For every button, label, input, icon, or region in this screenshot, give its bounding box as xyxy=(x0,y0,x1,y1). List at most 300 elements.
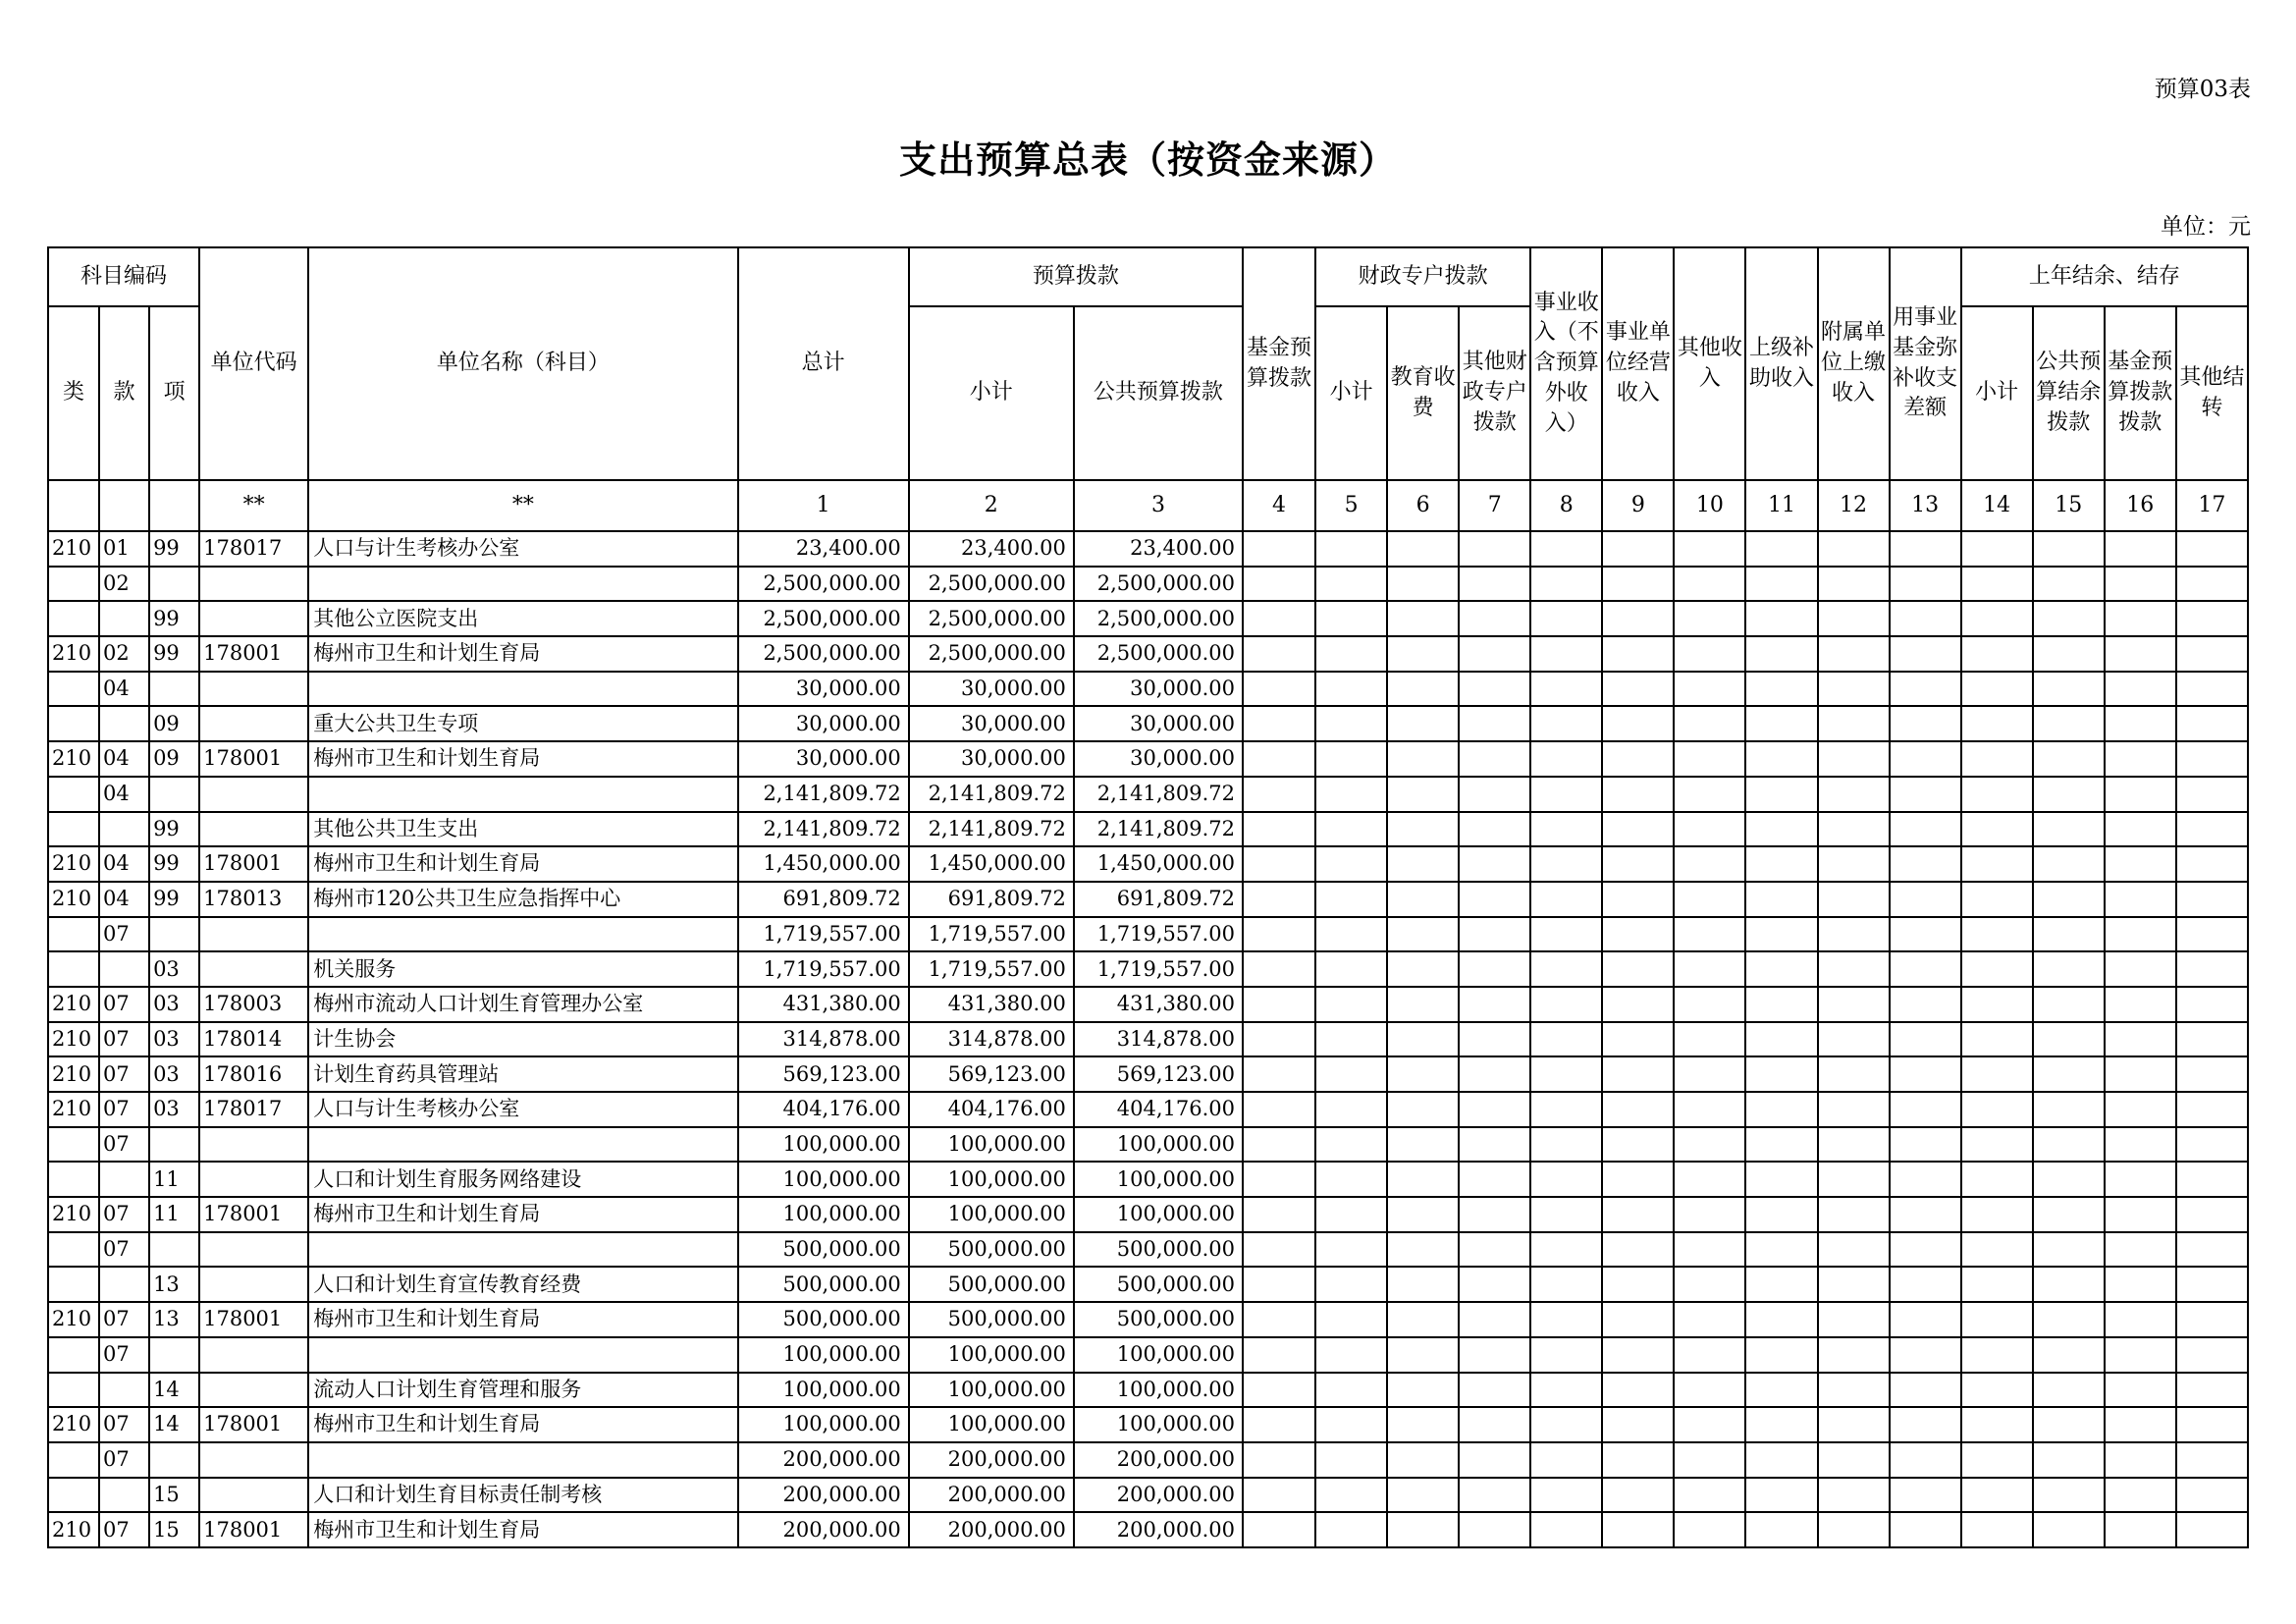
empty-cell xyxy=(1530,1232,1602,1268)
empty-cell xyxy=(2105,567,2176,602)
empty-cell xyxy=(1243,706,1315,741)
cell-subtotal: 569,123.00 xyxy=(909,1056,1074,1092)
empty-cell xyxy=(1315,672,1387,707)
empty-cell xyxy=(1890,1022,1961,1057)
table-row xyxy=(48,1302,2248,1337)
empty-cell xyxy=(1674,672,1745,707)
header-number-cell: 11 xyxy=(1745,480,1817,531)
empty-cell xyxy=(1387,987,1459,1022)
empty-cell xyxy=(2033,706,2105,741)
budget-table xyxy=(47,246,2249,1548)
empty-cell xyxy=(1387,1022,1459,1057)
cell-lei: 210 xyxy=(48,1197,99,1232)
cell-unit-name: 梅州市卫生和计划生育局 xyxy=(308,1407,737,1442)
empty-cell xyxy=(1818,1267,1890,1302)
empty-cell xyxy=(1961,846,2033,882)
empty-cell xyxy=(1818,1373,1890,1408)
cell-unit-name xyxy=(308,917,737,952)
empty-cell xyxy=(1745,1337,1817,1373)
empty-cell xyxy=(1459,812,1530,847)
empty-cell xyxy=(1961,917,2033,952)
empty-cell xyxy=(1387,777,1459,812)
header-number-cell: 16 xyxy=(2105,480,2176,531)
header-number-cell: 8 xyxy=(1530,480,1602,531)
cell-lei xyxy=(48,951,99,987)
empty-cell xyxy=(1315,951,1387,987)
cell-unit-code xyxy=(199,672,308,707)
empty-cell xyxy=(2105,601,2176,636)
empty-cell xyxy=(1530,1373,1602,1408)
header-fs-subtotal: 小计 xyxy=(1315,306,1387,480)
empty-cell xyxy=(2176,1267,2248,1302)
cell-public-budget: 200,000.00 xyxy=(1074,1478,1243,1513)
cell-total: 2,500,000.00 xyxy=(738,567,909,602)
empty-cell xyxy=(2105,777,2176,812)
cell-subtotal: 100,000.00 xyxy=(909,1373,1074,1408)
empty-cell xyxy=(1387,636,1459,672)
cell-kuan: 07 xyxy=(99,1127,149,1163)
cell-total: 500,000.00 xyxy=(738,1267,909,1302)
cell-kuan: 02 xyxy=(99,636,149,672)
empty-cell xyxy=(1243,1442,1315,1478)
cell-xiang xyxy=(149,1127,199,1163)
empty-cell xyxy=(1745,706,1817,741)
empty-cell xyxy=(1818,1232,1890,1268)
cell-subtotal: 200,000.00 xyxy=(909,1512,1074,1547)
empty-cell xyxy=(1818,882,1890,917)
empty-cell xyxy=(1602,1478,1674,1513)
empty-cell xyxy=(1387,601,1459,636)
cell-public-budget: 314,878.00 xyxy=(1074,1022,1243,1057)
cell-xiang xyxy=(149,1337,199,1373)
empty-cell xyxy=(2033,1478,2105,1513)
empty-cell xyxy=(1387,1197,1459,1232)
empty-cell xyxy=(1674,1302,1745,1337)
empty-cell xyxy=(1745,1442,1817,1478)
table-row xyxy=(48,636,2248,672)
cell-lei xyxy=(48,812,99,847)
empty-cell xyxy=(1530,1162,1602,1197)
cell-unit-name: 梅州市卫生和计划生育局 xyxy=(308,741,737,777)
header-lei: 类 xyxy=(48,306,99,480)
empty-cell xyxy=(1745,1162,1817,1197)
header-superior-subsidy: 上级补助收入 xyxy=(1745,247,1817,480)
cell-lei: 210 xyxy=(48,531,99,567)
header-subtotal: 小计 xyxy=(909,306,1074,480)
empty-cell xyxy=(1818,1197,1890,1232)
cell-public-budget: 431,380.00 xyxy=(1074,987,1243,1022)
table-row xyxy=(48,531,2248,567)
empty-cell xyxy=(1745,1056,1817,1092)
table-row xyxy=(48,777,2248,812)
cell-total: 100,000.00 xyxy=(738,1197,909,1232)
cell-kuan: 04 xyxy=(99,741,149,777)
cell-xiang: 03 xyxy=(149,1056,199,1092)
cell-xiang: 09 xyxy=(149,741,199,777)
empty-cell xyxy=(1602,951,1674,987)
empty-cell xyxy=(1602,846,1674,882)
empty-cell xyxy=(1459,601,1530,636)
empty-cell xyxy=(2176,672,2248,707)
empty-cell xyxy=(1818,1022,1890,1057)
empty-cell xyxy=(1243,882,1315,917)
cell-unit-name: 其他公立医院支出 xyxy=(308,601,737,636)
empty-cell xyxy=(2105,741,2176,777)
cell-public-budget: 100,000.00 xyxy=(1074,1162,1243,1197)
empty-cell xyxy=(1674,706,1745,741)
empty-cell xyxy=(1243,777,1315,812)
empty-cell xyxy=(2176,741,2248,777)
empty-cell xyxy=(1961,951,2033,987)
cell-lei xyxy=(48,1442,99,1478)
cell-public-budget: 569,123.00 xyxy=(1074,1056,1243,1092)
empty-cell xyxy=(1961,777,2033,812)
header-py-other: 其他结转 xyxy=(2176,306,2248,480)
cell-subtotal: 30,000.00 xyxy=(909,672,1074,707)
empty-cell xyxy=(1602,1302,1674,1337)
cell-lei: 210 xyxy=(48,1092,99,1127)
empty-cell xyxy=(1459,1127,1530,1163)
empty-cell xyxy=(2033,531,2105,567)
empty-cell xyxy=(1890,1197,1961,1232)
empty-cell xyxy=(1315,1478,1387,1513)
header-number-cell xyxy=(99,480,149,531)
cell-public-budget: 1,719,557.00 xyxy=(1074,917,1243,952)
cell-xiang xyxy=(149,1232,199,1268)
empty-cell xyxy=(1530,882,1602,917)
empty-cell xyxy=(1745,672,1817,707)
cell-total: 100,000.00 xyxy=(738,1373,909,1408)
cell-xiang: 13 xyxy=(149,1302,199,1337)
empty-cell xyxy=(2176,567,2248,602)
empty-cell xyxy=(1459,1232,1530,1268)
header-number-cell: 6 xyxy=(1387,480,1459,531)
cell-total: 500,000.00 xyxy=(738,1302,909,1337)
cell-total: 30,000.00 xyxy=(738,706,909,741)
empty-cell xyxy=(1890,1442,1961,1478)
empty-cell xyxy=(2176,846,2248,882)
empty-cell xyxy=(1243,1478,1315,1513)
header-py-public: 公共预算结余拨款 xyxy=(2033,306,2105,480)
cell-unit-name xyxy=(308,672,737,707)
empty-cell xyxy=(1602,1127,1674,1163)
header-number-cell xyxy=(48,480,99,531)
empty-cell xyxy=(2105,1442,2176,1478)
cell-kuan xyxy=(99,812,149,847)
empty-cell xyxy=(2105,812,2176,847)
cell-total: 100,000.00 xyxy=(738,1162,909,1197)
empty-cell xyxy=(1459,1267,1530,1302)
empty-cell xyxy=(1530,1302,1602,1337)
empty-cell xyxy=(1459,1092,1530,1127)
cell-subtotal: 2,141,809.72 xyxy=(909,812,1074,847)
empty-cell xyxy=(1890,1162,1961,1197)
empty-cell xyxy=(2105,672,2176,707)
header-fund-offset: 用事业基金弥补收支差额 xyxy=(1890,247,1961,480)
empty-cell xyxy=(2033,672,2105,707)
empty-cell xyxy=(1387,1512,1459,1547)
empty-cell xyxy=(1674,987,1745,1022)
cell-kuan: 07 xyxy=(99,1337,149,1373)
empty-cell xyxy=(1387,1127,1459,1163)
empty-cell xyxy=(2105,1232,2176,1268)
empty-cell xyxy=(1818,1092,1890,1127)
empty-cell xyxy=(1243,1092,1315,1127)
empty-cell xyxy=(1674,1407,1745,1442)
empty-cell xyxy=(2033,987,2105,1022)
empty-cell xyxy=(1530,706,1602,741)
header-number-cell xyxy=(149,480,199,531)
header-star-cell: ** xyxy=(308,480,737,531)
cell-lei: 210 xyxy=(48,1022,99,1057)
empty-cell xyxy=(1530,1478,1602,1513)
cell-unit-code: 178001 xyxy=(199,1407,308,1442)
cell-total: 23,400.00 xyxy=(738,531,909,567)
empty-cell xyxy=(1243,846,1315,882)
empty-cell xyxy=(1890,531,1961,567)
table-row xyxy=(48,672,2248,707)
cell-subtotal: 100,000.00 xyxy=(909,1162,1074,1197)
empty-cell xyxy=(1602,636,1674,672)
empty-cell xyxy=(1890,636,1961,672)
header-number-cell: 1 xyxy=(738,480,909,531)
empty-cell xyxy=(1459,567,1530,602)
cell-public-budget: 1,450,000.00 xyxy=(1074,846,1243,882)
empty-cell xyxy=(2176,636,2248,672)
empty-cell xyxy=(2033,1337,2105,1373)
empty-cell xyxy=(1961,1407,2033,1442)
cell-unit-code xyxy=(199,1127,308,1163)
header-subject-code: 科目编码 xyxy=(48,247,199,306)
empty-cell xyxy=(1315,1197,1387,1232)
cell-unit-name xyxy=(308,1442,737,1478)
cell-unit-name: 人口和计划生育宣传教育经费 xyxy=(308,1267,737,1302)
cell-total: 2,500,000.00 xyxy=(738,601,909,636)
cell-unit-code: 178001 xyxy=(199,741,308,777)
empty-cell xyxy=(1243,1302,1315,1337)
cell-unit-name: 人口与计生考核办公室 xyxy=(308,531,737,567)
empty-cell xyxy=(2033,1407,2105,1442)
empty-cell xyxy=(1818,601,1890,636)
empty-cell xyxy=(1530,672,1602,707)
cell-total: 500,000.00 xyxy=(738,1232,909,1268)
empty-cell xyxy=(1745,1267,1817,1302)
empty-cell xyxy=(1530,1022,1602,1057)
empty-cell xyxy=(1602,1092,1674,1127)
cell-unit-code: 178017 xyxy=(199,1092,308,1127)
empty-cell xyxy=(2033,741,2105,777)
empty-cell xyxy=(1459,1056,1530,1092)
table-row xyxy=(48,741,2248,777)
empty-cell xyxy=(2105,1512,2176,1547)
empty-cell xyxy=(1315,741,1387,777)
empty-cell xyxy=(1602,1442,1674,1478)
cell-kuan: 01 xyxy=(99,531,149,567)
empty-cell xyxy=(1961,812,2033,847)
cell-public-budget: 200,000.00 xyxy=(1074,1512,1243,1547)
empty-cell xyxy=(2176,1512,2248,1547)
empty-cell xyxy=(1602,1162,1674,1197)
cell-kuan: 07 xyxy=(99,1302,149,1337)
cell-subtotal: 431,380.00 xyxy=(909,987,1074,1022)
empty-cell xyxy=(1890,951,1961,987)
empty-cell xyxy=(2176,1302,2248,1337)
empty-cell xyxy=(1530,601,1602,636)
cell-public-budget: 30,000.00 xyxy=(1074,672,1243,707)
empty-cell xyxy=(1818,531,1890,567)
empty-cell xyxy=(1530,1442,1602,1478)
empty-cell xyxy=(1818,1302,1890,1337)
empty-cell xyxy=(1315,1337,1387,1373)
cell-total: 1,719,557.00 xyxy=(738,917,909,952)
cell-unit-code xyxy=(199,706,308,741)
empty-cell xyxy=(1745,531,1817,567)
empty-cell xyxy=(1315,812,1387,847)
empty-cell xyxy=(1818,672,1890,707)
empty-cell xyxy=(1602,777,1674,812)
cell-total: 1,719,557.00 xyxy=(738,951,909,987)
empty-cell xyxy=(1818,1442,1890,1478)
empty-cell xyxy=(1243,1022,1315,1057)
empty-cell xyxy=(1387,1232,1459,1268)
empty-cell xyxy=(1459,531,1530,567)
table-row xyxy=(48,812,2248,847)
empty-cell xyxy=(1674,741,1745,777)
cell-unit-code: 178013 xyxy=(199,882,308,917)
header-number-cell: 17 xyxy=(2176,480,2248,531)
empty-cell xyxy=(1243,1162,1315,1197)
empty-cell xyxy=(1602,531,1674,567)
empty-cell xyxy=(1602,672,1674,707)
cell-lei xyxy=(48,1478,99,1513)
empty-cell xyxy=(2105,917,2176,952)
empty-cell xyxy=(1459,1373,1530,1408)
empty-cell xyxy=(1315,882,1387,917)
cell-public-budget: 404,176.00 xyxy=(1074,1092,1243,1127)
empty-cell xyxy=(1530,812,1602,847)
cell-lei xyxy=(48,1127,99,1163)
empty-cell xyxy=(1243,917,1315,952)
table-row xyxy=(48,1127,2248,1163)
cell-subtotal: 30,000.00 xyxy=(909,706,1074,741)
cell-lei xyxy=(48,567,99,602)
empty-cell xyxy=(2176,1127,2248,1163)
cell-xiang xyxy=(149,567,199,602)
header-business-income: 事业收入（不含预算外收入） xyxy=(1530,247,1602,480)
cell-total: 2,500,000.00 xyxy=(738,636,909,672)
empty-cell xyxy=(1674,1022,1745,1057)
cell-lei: 210 xyxy=(48,987,99,1022)
empty-cell xyxy=(1459,672,1530,707)
empty-cell xyxy=(1961,1442,2033,1478)
header-number-cell: 7 xyxy=(1459,480,1530,531)
empty-cell xyxy=(1530,1127,1602,1163)
empty-cell xyxy=(1961,741,2033,777)
cell-subtotal: 500,000.00 xyxy=(909,1232,1074,1268)
empty-cell xyxy=(1818,741,1890,777)
cell-subtotal: 30,000.00 xyxy=(909,741,1074,777)
empty-cell xyxy=(1961,1092,2033,1127)
cell-total: 100,000.00 xyxy=(738,1337,909,1373)
empty-cell xyxy=(1387,1442,1459,1478)
cell-total: 2,141,809.72 xyxy=(738,777,909,812)
empty-cell xyxy=(1818,1407,1890,1442)
empty-cell xyxy=(1745,601,1817,636)
table-body xyxy=(48,531,2248,1547)
cell-total: 404,176.00 xyxy=(738,1092,909,1127)
cell-subtotal: 1,450,000.00 xyxy=(909,846,1074,882)
empty-cell xyxy=(1961,636,2033,672)
empty-cell xyxy=(1243,531,1315,567)
empty-cell xyxy=(1745,777,1817,812)
empty-cell xyxy=(1459,1162,1530,1197)
empty-cell xyxy=(2105,636,2176,672)
empty-cell xyxy=(2033,777,2105,812)
cell-xiang: 15 xyxy=(149,1512,199,1547)
empty-cell xyxy=(1459,987,1530,1022)
empty-cell xyxy=(1961,882,2033,917)
empty-cell xyxy=(1674,951,1745,987)
empty-cell xyxy=(1961,1337,2033,1373)
cell-subtotal: 100,000.00 xyxy=(909,1127,1074,1163)
empty-cell xyxy=(2176,1478,2248,1513)
empty-cell xyxy=(1961,1478,2033,1513)
empty-cell xyxy=(1674,1162,1745,1197)
cell-kuan: 07 xyxy=(99,1056,149,1092)
empty-cell xyxy=(1890,1232,1961,1268)
cell-unit-code xyxy=(199,1373,308,1408)
empty-cell xyxy=(1818,1056,1890,1092)
empty-cell xyxy=(1315,1022,1387,1057)
cell-xiang: 13 xyxy=(149,1267,199,1302)
cell-public-budget: 30,000.00 xyxy=(1074,741,1243,777)
empty-cell xyxy=(1459,741,1530,777)
empty-cell xyxy=(1745,812,1817,847)
empty-cell xyxy=(1674,1512,1745,1547)
cell-unit-code xyxy=(199,1478,308,1513)
cell-kuan: 04 xyxy=(99,846,149,882)
empty-cell xyxy=(1745,1232,1817,1268)
cell-kuan: 07 xyxy=(99,987,149,1022)
empty-cell xyxy=(1315,1232,1387,1268)
empty-cell xyxy=(2105,706,2176,741)
empty-cell xyxy=(1530,846,1602,882)
cell-xiang: 99 xyxy=(149,882,199,917)
table-row xyxy=(48,601,2248,636)
cell-unit-code xyxy=(199,567,308,602)
empty-cell xyxy=(1243,567,1315,602)
cell-lei xyxy=(48,1337,99,1373)
cell-xiang: 09 xyxy=(149,706,199,741)
cell-unit-name xyxy=(308,1127,737,1163)
empty-cell xyxy=(1674,882,1745,917)
cell-unit-name xyxy=(308,567,737,602)
empty-cell xyxy=(2105,531,2176,567)
cell-kuan: 07 xyxy=(99,1512,149,1547)
cell-public-budget: 100,000.00 xyxy=(1074,1337,1243,1373)
cell-total: 1,450,000.00 xyxy=(738,846,909,882)
empty-cell xyxy=(1459,1302,1530,1337)
cell-public-budget: 500,000.00 xyxy=(1074,1267,1243,1302)
cell-subtotal: 1,719,557.00 xyxy=(909,951,1074,987)
cell-xiang: 99 xyxy=(149,531,199,567)
empty-cell xyxy=(2033,1092,2105,1127)
cell-kuan: 07 xyxy=(99,1407,149,1442)
cell-unit-name xyxy=(308,1232,737,1268)
empty-cell xyxy=(1745,741,1817,777)
empty-cell xyxy=(1530,1056,1602,1092)
empty-cell xyxy=(2176,882,2248,917)
